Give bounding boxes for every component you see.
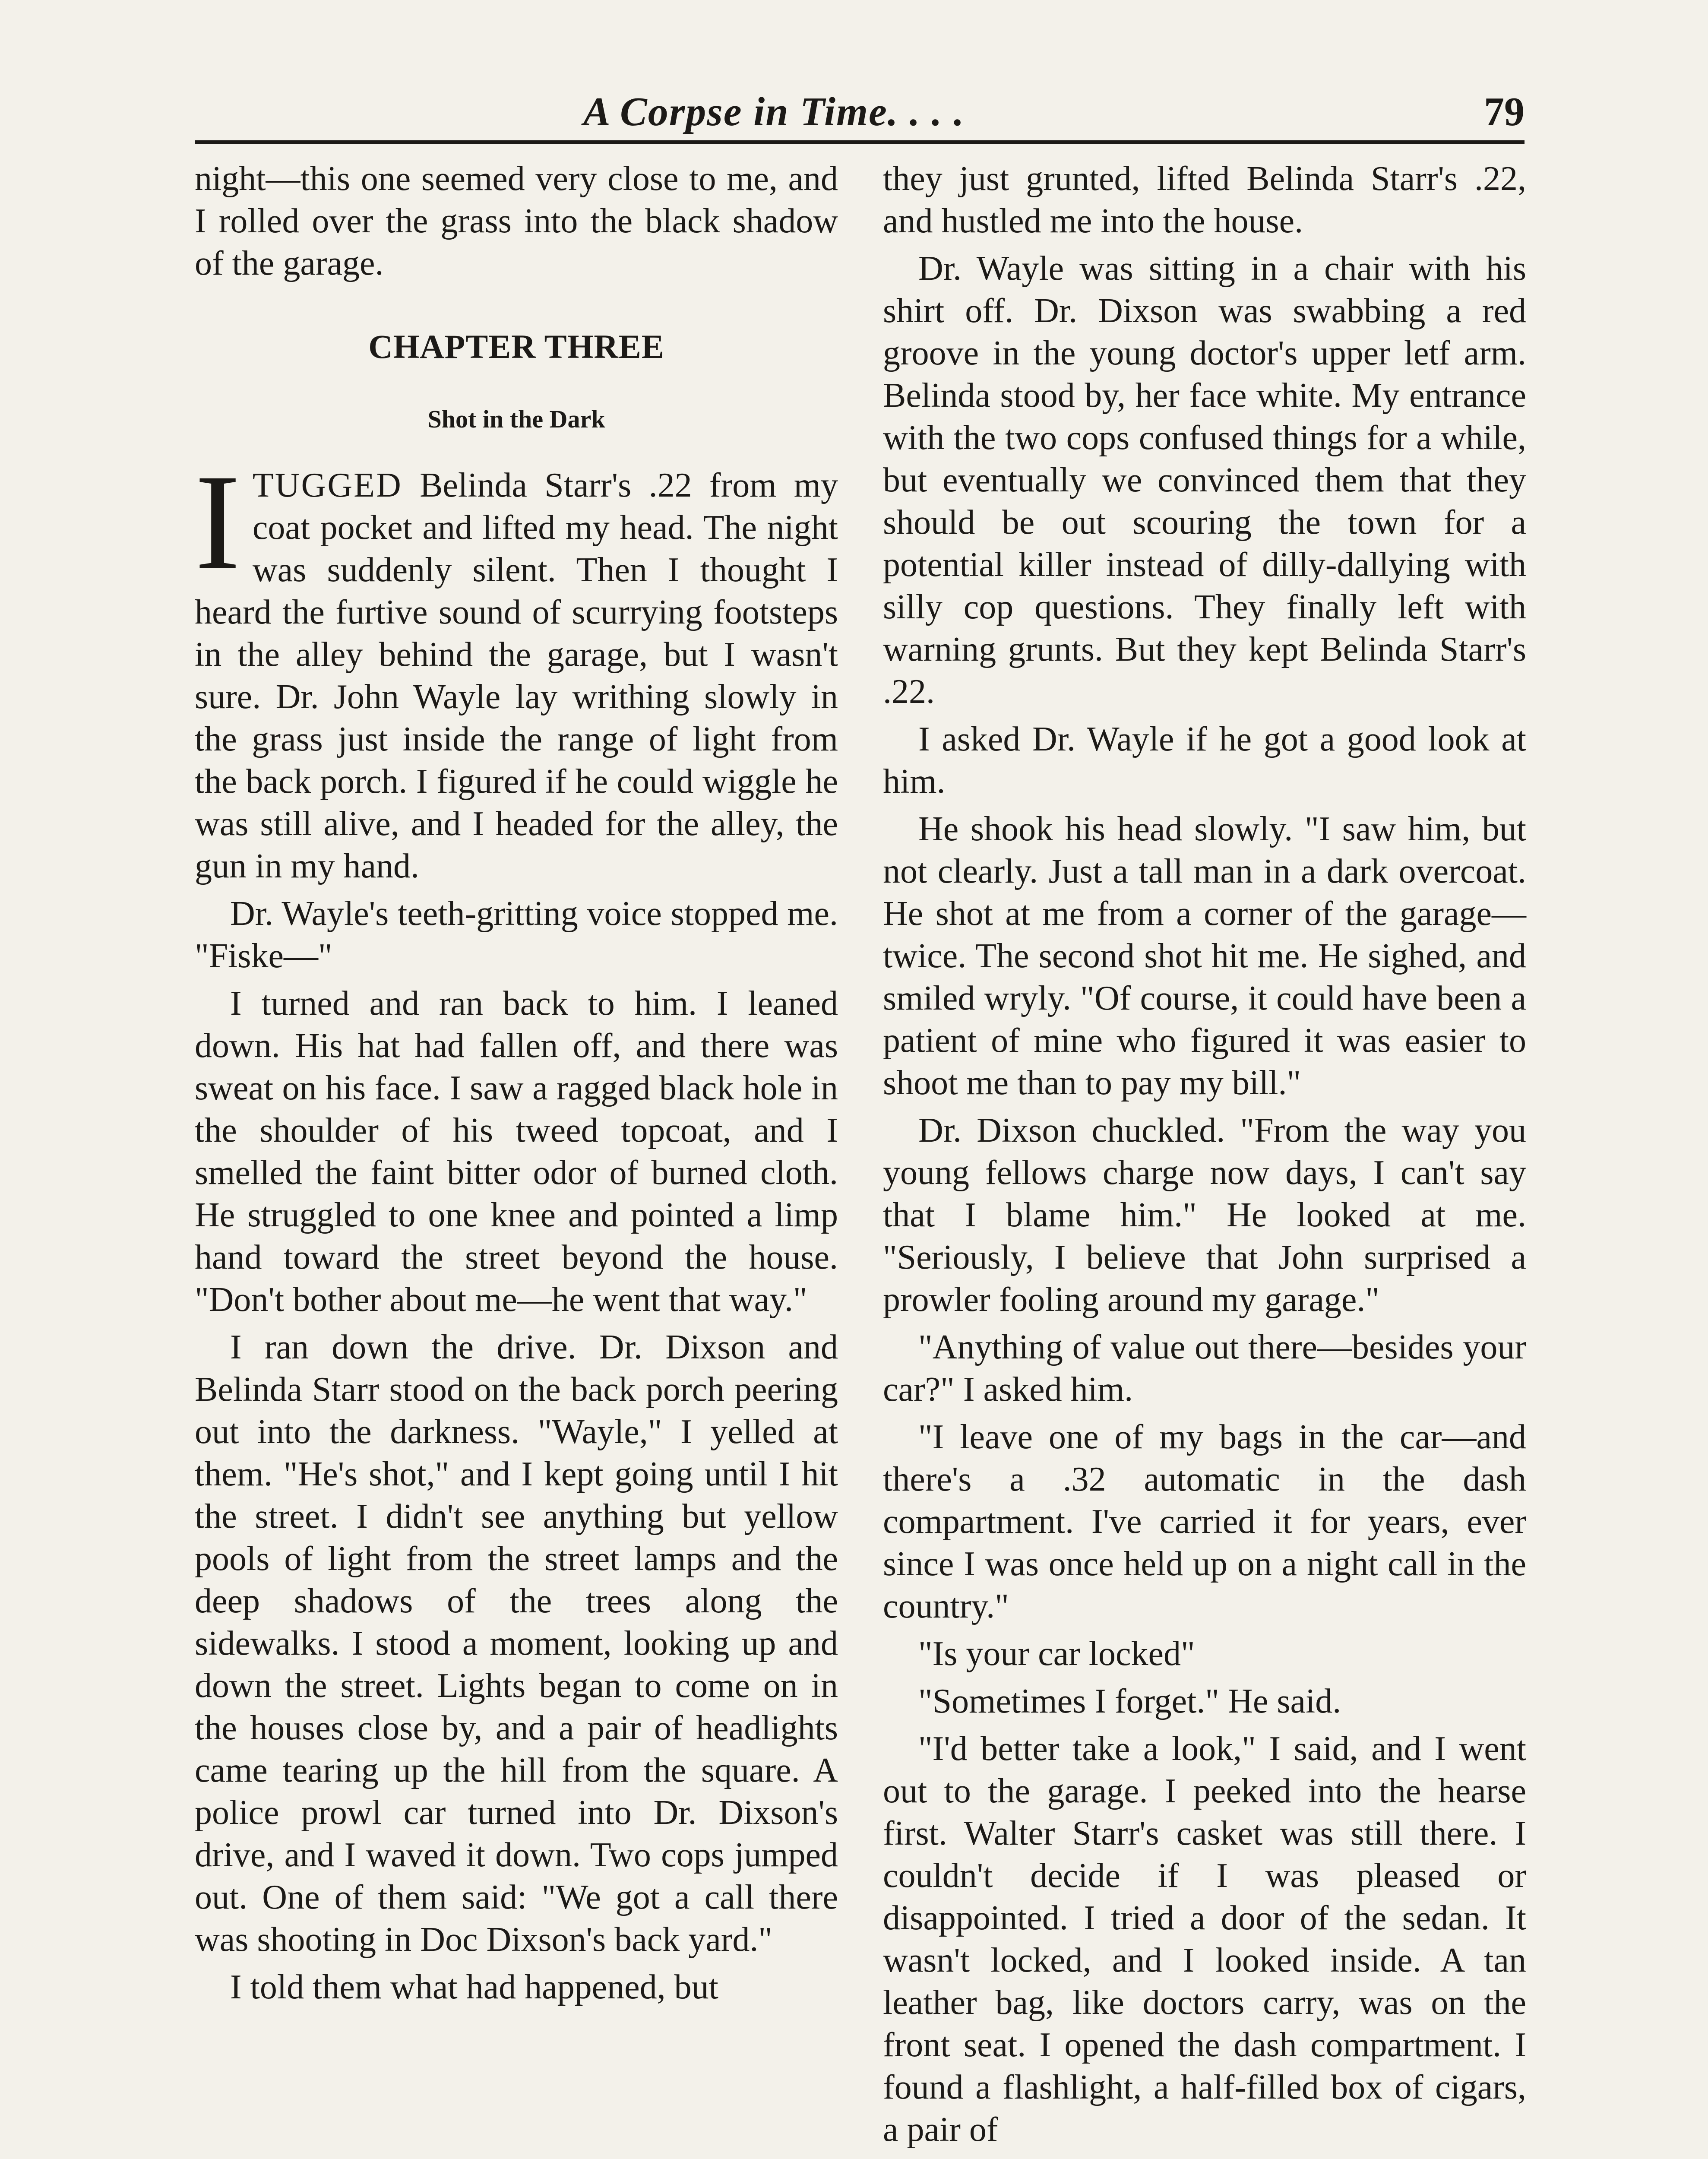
running-title: A Corpse in Time. . . . (583, 89, 965, 134)
lead-caps: TUGGED (252, 466, 402, 504)
paragraph: Dr. Dixson chuckled. "From the way you young fellows charge now days, I can't say that I blame him." He looked at me. "Seriously, I believe that John surprised a prowler fooling around my garage." (883, 1111, 1526, 1319)
chapter-title: CHAPTER THREE (368, 328, 664, 365)
paragraph: He shook his head slowly. "I saw him, but not clearly. Just a tall man in a dark overcoat. He shot at me from a corner of the garage—twice. The second shot hit me. He sighed, and smiled wryly. "Of course, it could have been a patient of mine who figured it was easier to shoot me than to pay my bill." (883, 810, 1526, 1102)
paragraph: night—this one seemed very close to me, and I rolled over the grass into the black shadow of the garage. (195, 160, 838, 282)
paragraph: "I leave one of my bags in the car—and there's a .32 automatic in the dash compartment. I've carried it for years, ever since I was once held up on a night call in the country." (883, 1418, 1526, 1625)
opening-text: Belinda Starr's .22 from my coat pocket and lifted my head. The night was suddenly silent. Then I thought I heard the furtive sound of scurrying footsteps in the alley behind the garage, but I wasn't sure. Dr. John Wayle lay writhing slowly in the grass just inside the range of light from the back porch. I figured if he could wiggle he was still alive, and I headed for the alley, the gun in my hand. (195, 466, 838, 885)
paragraph: I turned and ran back to him. I leaned down. His hat had fallen off, and there was sweat on his face. I saw a ragged black hole in the shoulder of his tweed topcoat, and I smelled the faint bitter odor of burned cloth. He struggled to one knee and pointed a limp hand toward the street beyond the house. "Don't bother about me—he went that way." (195, 985, 838, 1319)
paragraph: Dr. Wayle was sitting in a chair with his shirt off. Dr. Dixson was swabbing a red groove in the young doctor's upper letf arm. Belinda stood by, her face white. My entrance with the two cops confused things for a while, but eventually we convinced them that they should be out scouring the town for a potential killer instead of dilly-dallying with silly cop questions. They finally left with warning grunts. But they kept Belinda Starr's .22. (883, 250, 1526, 711)
paragraph: "Sometimes I forget." He said. (918, 1682, 1341, 1720)
paragraph: "Anything of value out there—besides your car?" I asked him. (883, 1328, 1526, 1409)
paragraph: I ran down the drive. Dr. Dixson and Belinda Starr stood on the back porch peering out into the darkness. "Wayle," I yelled at them. "He's shot," and I kept going until I hit the street. I didn't see anything but yellow pools of light from the street lamps and the deep shadows of the trees along the sidewalks. I stood a moment, looking up and down the street. Lights began to come on in the houses close by, and a pair of headlights came tearing up the hill from the square. A police prowl car turned into Dr. Dixson's drive, and I waved it down. Two cops jumped out. One of them said: "We got a call there was shooting in Doc Dixson's back yard." (195, 1328, 838, 1959)
paragraph: I asked Dr. Wayle if he got a good look at him. (883, 720, 1526, 801)
left-column (195, 158, 838, 2013)
paragraph: "I'd better take a look," I said, and I went out to the garage. I peeked into the hearse first. Walter Starr's casket was still there. I couldn't decide if I was pleased or disappointed. I tried a door of the sedan. It wasn't locked, and I looked inside. A tan leather bag, like doctors carry, was on the front seat. I opened the dash compartment. I found a flashlight, a half-filled box of cigars, a pair of (883, 1730, 1526, 2149)
right-column (883, 158, 1526, 2156)
paragraph: they just grunted, lifted Belinda Starr's .22, and hustled me into the house. (883, 160, 1526, 240)
running-header (195, 84, 1525, 144)
page-number: 79 (1484, 89, 1525, 134)
chapter-subtitle: Shot in the Dark (427, 405, 605, 433)
paragraph: "Is your car locked" (918, 1635, 1195, 1673)
paragraph: I told them what had happened, but (230, 1968, 718, 2006)
drop-cap: I (195, 446, 240, 598)
paragraph: Dr. Wayle's teeth-gritting voice stopped me. "Fiske—" (195, 895, 838, 975)
opening-paragraph (195, 446, 838, 887)
